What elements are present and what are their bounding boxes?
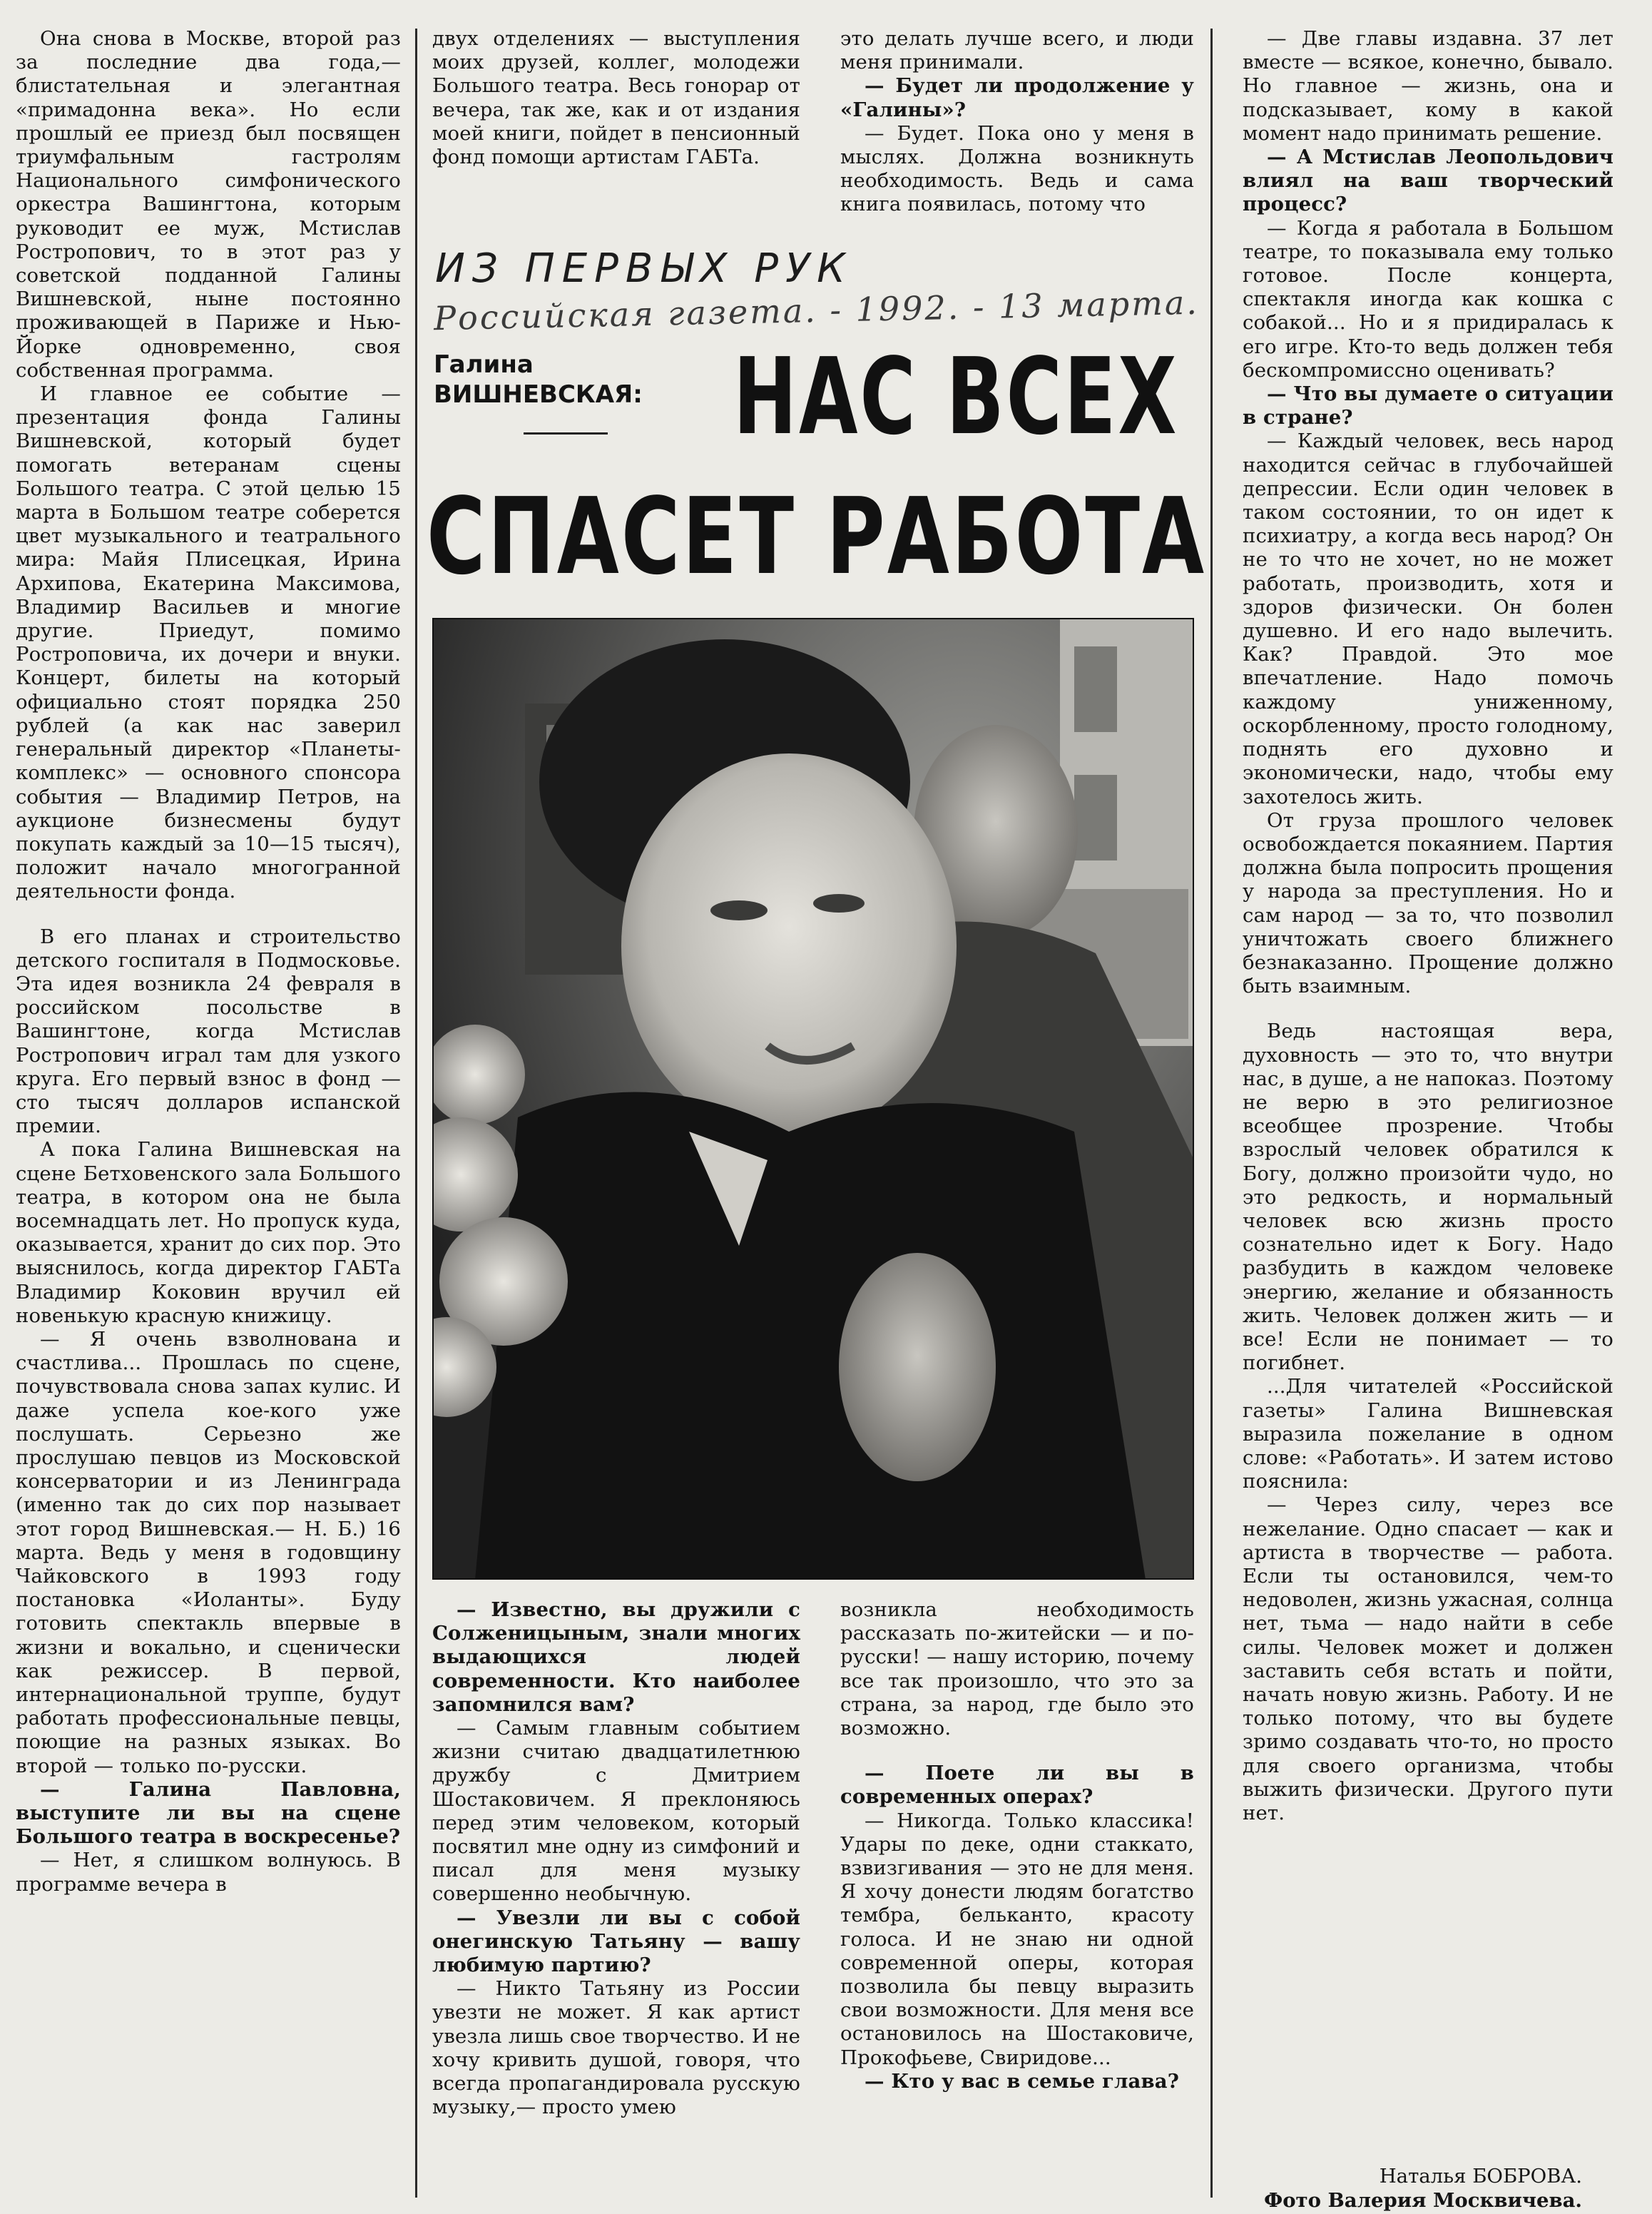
- paragraph: — Две главы издавна. 37 лет вместе — всякое, конечно, бывало. Но главное — жизнь, она и подсказывает, кому в какой момент надо принимать решение.: [1243, 27, 1613, 145]
- paragraph: — Нет, я слишком волнуюсь. В программе вечера в: [16, 1849, 401, 1896]
- photo-image: [432, 618, 1194, 1580]
- column-3-top: [840, 27, 1194, 217]
- question: — Что вы думаете о ситуации в стране?: [1243, 382, 1613, 430]
- paragraph: ...Для читателей «Российской газеты» Галина Вишневская выразила пожелание в одном слове: «Работать». И затем истово пояснила:: [1243, 1375, 1613, 1493]
- column-2-bottom: [432, 1598, 800, 2119]
- author-signature: Наталья БОБРОВА.: [1379, 2165, 1582, 2188]
- question: — Кто у вас в семье глава?: [865, 2069, 1180, 2093]
- headline-line-1: НАС ВСЕХ: [733, 335, 1179, 458]
- paragraph: — Каждый человек, весь народ находится сейчас в глубочайшей депрессии. Если один человек в таком состоянии, то он идет к психиатру, а когда весь народ? Он не то что не хочет, но не может работать, производить, хотя и здоров физически. Он болен душевно. И его надо вылечить. Как? Правдой. Это мое впечатление. Надо помочь каждому униженному, оскорбленному, просто голодному, поднять его духовно и экономически, надо, чтобы ему захотелось жить.: [1243, 430, 1613, 808]
- headline-line-2: СПАСЕТ РАБОТА: [427, 475, 1207, 598]
- byline-rule: [524, 432, 608, 435]
- portrait-photo: [432, 618, 1194, 1580]
- question: — А Мстислав Леопольдович влиял на ваш творческий процесс?: [1243, 146, 1613, 216]
- paragraph: — Через силу, через все нежелание. Одно спасает — как и артиста в творчестве — работа. Если ты остановился, чем-то недоволен, жизнь ужасная, солнца нет, тьма — надо найти в себе силы. Человек может и должен заставить себя встать и пойти, начать новую жизнь. Работу. И не только потому, что вы будете зримо создавать что-то, но просто для своего организма, чтобы выжить физически. Другого пути нет.: [1243, 1493, 1613, 1825]
- paragraph: От груза прошлого человек освобождается покаянием. Партия должна была попросить прощения у народа за преступления. Но и сам народ — за то, что позволил уничтожать своего ближнего безнаказанно. Прощение должно быть взаимным.: [1243, 808, 1613, 998]
- column-2-top: [432, 27, 800, 169]
- paragraph: двух отделениях — выступления моих друзей, коллег, молодежи Большого театра. Весь гонорар от вечера, так же, как и от издания моей книги, пойдет в пенсионный фонд помощи артистам ГАБТа.: [432, 27, 800, 169]
- question: — Галина Павловна, выступите ли вы на сцене Большого театра в воскресенье?: [16, 1777, 401, 1849]
- paragraph: — Самым главным событием жизни считаю двадцатилетнюю дружбу с Дмитрием Шостаковичем. Я преклоняюсь перед этим человеком, который посвятил мне одну из симфоний и писал для меня музыку совершенно необычную.: [432, 1717, 800, 1906]
- rubric: ИЗ ПЕРВЫХ РУК: [435, 245, 852, 292]
- column-rule: [1210, 29, 1213, 2198]
- paragraph: Ведь настоящая вера, духовность — это то, что внутри нас, в душе, а не напоказ. Поэтому не верю в это религиозное всеобщее прозрение. Чтобы взрослый человек обратился к Богу, должно произойти чудо, но это редкость, и нормальный человек всю жизнь просто сознательно идет к Богу. Надо разбудить в каждом человеке энергию, желание и обязанность жить. Человек должен жить — и все! Если не понимает — то погибнет.: [1243, 1020, 1613, 1375]
- handwritten-note: Российская газета. - 1992. - 13 марта.: [433, 283, 1200, 338]
- byline-last-name: ВИШНЕВСКАЯ:: [434, 380, 643, 409]
- question: — Увезли ли вы с собой онегинскую Татьяну — вашу любимую партию?: [432, 1906, 800, 1977]
- paragraph: — Никогда. Только классика! Удары по деке, одни стаккато, взвизгивания — это не для меня. Я хочу донести людям богатство тембра, бельканто, красоту голоса. И не знаю ни одной современной оперы, которая позволила бы певцу выразить свои возможности. Для меня все остановилось на Шостаковиче, Прокофьеве, Свиридове...: [840, 1809, 1194, 2069]
- paragraph: — Никто Татьяну из России увезти не может. Я как артист увезла лишь свое творчество. И не хочу кривить душой, говоря, что всегда пропагандировала русскую музыку,— просто умею: [432, 1977, 800, 2119]
- question: — Поете ли вы в современных операх?: [840, 1762, 1194, 1809]
- byline: [434, 350, 643, 410]
- paragraph: Она снова в Москве, второй раз за последние два года,— блистательная и элегантная «примадонна века». Но если прошлый ее приезд был посвящен триумфальным гастролям Национального симфонического оркестра Вашингтона, которым руководит ее муж, Мстислав Ростропович, то в этот раз у советской подданной Галины Вишневской, ныне постоянно проживающей в Париже и Нью-Йорке одновременно, своя собственная программа.: [16, 27, 401, 382]
- column-1: [16, 27, 401, 1896]
- paragraph: — Я очень взволнована и счастлива... Прошлась по сцене, почувствовала снова запах кулис. И даже успела кое-кого уже послушать. Серьезно же прослушаю певцов из Московской консерватории и из Ленинграда (именно так до сих пор называет этот город Вишневская.— Н. Б.) 16 марта. Ведь у меня в годовщину Чайковского в 1993 году постановка «Иоланты». Буду готовить спектакль впервые в жизни и вокально, и сценически как режиссер. В первой, интернациональной труппе, будут работать профессиональные певцы, поющие на разных языках. Во второй — только по-русски.: [16, 1327, 401, 1777]
- paragraph: это делать лучше всего, и люди меня принимали.: [840, 27, 1194, 74]
- paragraph: — Когда я работала в Большом театре, то показывала ему только готовое. После концерта, спектакля иногда как кошка с собакой... Но и я придиралась к его игре. Кто-то ведь должен тебя бескомпромиссно оценивать?: [1243, 216, 1613, 382]
- question: — Известно, вы дружили с Солженицыным, знали многих выдающихся людей современности. Кто наиболее запомнился вам?: [432, 1598, 800, 1716]
- paragraph: — Будет. Пока оно у меня в мыслях. Должна возникнуть необходимость. Ведь и сама книга появилась, потому что: [840, 121, 1194, 216]
- paragraph: И главное ее событие — презентация фонда Галины Вишневской, который будет помогать ветеранам сцены Большого театра. С этой целью 15 марта в Большом театре соберется цвет музыкального и театрального мира: Майя Плисецкая, Ирина Архипова, Екатерина Максимова, Владимир Васильев и многие другие. Приедут, помимо Ростроповича, их дочери и внуки. Концерт, билеты на который официально стоят порядка 250 рублей (а как нас заверил генеральный директор «Планеты-комплекс» — основного спонсора события — Владимир Петров, на аукционе бизнесмены будут покупать каждый за 10—15 тысяч), положит начало многогранной деятельности фонда.: [16, 382, 401, 903]
- byline-first-name: Галина: [434, 350, 534, 379]
- paragraph: возникла необходимость рассказать по-житейски — и по-русски! — нашу историю, почему все так произошло, что это за страна, за народ, где было это возможно.: [840, 1598, 1194, 1740]
- photo-credit: Фото Валерия Москвичева.: [1264, 2189, 1582, 2212]
- question: — Будет ли продолжение у «Галины»?: [840, 74, 1194, 121]
- paragraph: В его планах и строительство детского госпиталя в Подмосковье. Эта идея возникла 24 февраля в российском посольстве в Вашингтоне, когда Мстислав Ростропович играл там для узкого круга. Его первый взнос в фонд — сто тысяч долларов испанской премии.: [16, 925, 401, 1138]
- paragraph: А пока Галина Вишневская на сцене Бетховенского зала Большого театра, в котором она не была восемнадцать лет. Но пропуск куда, оказывается, хранит до сих пор. Это выяснилось, когда директор ГАБТа Владимир Коковин вручил ей новенькую красную книжицу.: [16, 1138, 401, 1327]
- column-4: [1243, 27, 1613, 1825]
- column-3-bottom: [840, 1598, 1194, 2093]
- column-rule: [415, 29, 417, 2198]
